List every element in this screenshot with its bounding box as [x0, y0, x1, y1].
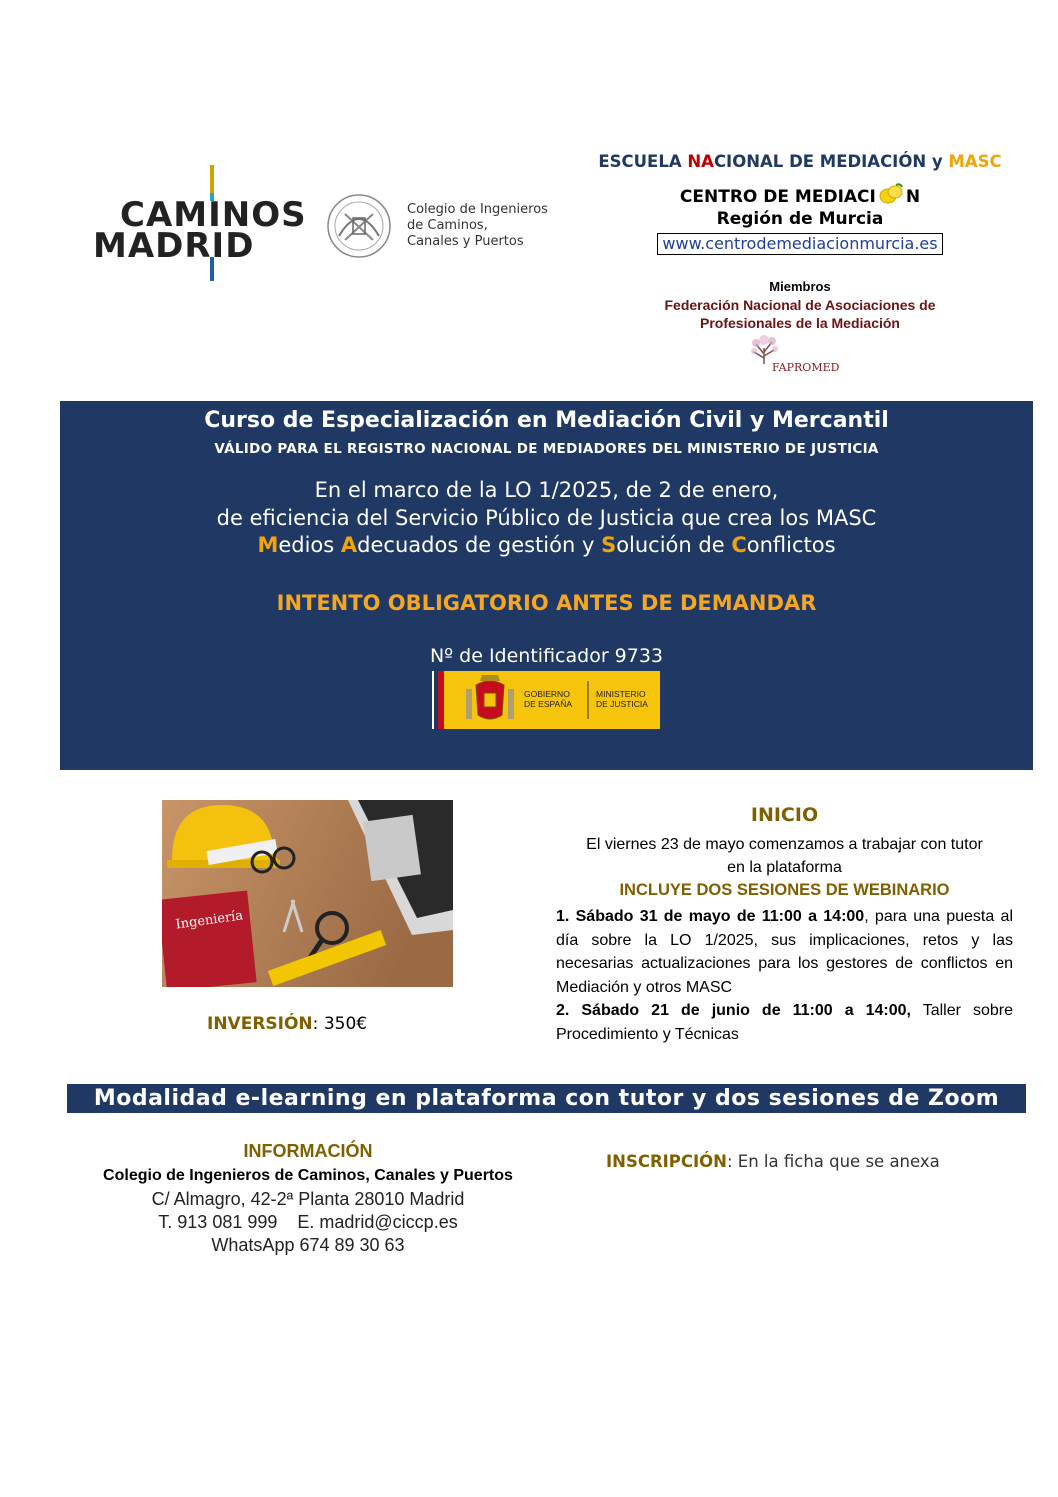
fapromed-text: FAPROMED — [772, 361, 840, 374]
inversion — [207, 1014, 367, 1034]
masc-acronym — [60, 533, 1033, 557]
informacion-org: Colegio de Ingenieros de Caminos, Canales y Puertos — [103, 1167, 513, 1184]
gobierno-logo — [432, 671, 660, 729]
inversion-sep: : — [312, 1014, 324, 1034]
escuela-part: ESCUELA — [598, 152, 688, 171]
gobierno-text-1: GOBIERNO — [524, 689, 570, 699]
colegio-seal-icon — [325, 192, 393, 260]
session-1-text: , para una puesta al día sobre la LO 1/2025, sus implicaciones, retos y las necesarias actualizaciones para los gestores de conflictos en Mediación y otros MASC — [556, 908, 1013, 996]
escuela-part: y — [931, 152, 949, 171]
miembros-label: Miembros — [769, 279, 831, 294]
session-2-date: 2. Sábado 21 de junio de 11:00 a 14:00, — [556, 1002, 911, 1019]
gobierno-text-2: DE ESPAÑA — [524, 699, 573, 709]
engineering-photo — [162, 800, 453, 987]
federacion-line-1: Federación Nacional de Asociaciones de — [664, 297, 936, 313]
masc-initial: S — [601, 533, 617, 557]
ministerio-text-1: MINISTERIO — [596, 689, 646, 699]
session-1 — [556, 905, 1013, 999]
escuela-heading — [560, 152, 1040, 171]
inscripcion-label: INSCRIPCIÓN — [606, 1152, 727, 1171]
inicio-title: INICIO — [750, 804, 819, 826]
federacion-line-2: Profesionales de la Mediación — [700, 315, 900, 331]
book-title: Ingeniería — [174, 908, 245, 933]
federacion-name — [620, 296, 980, 332]
centro-mediacion-heading — [620, 183, 980, 207]
escuela-part: CIONAL DE MEDIACIÓN — [713, 152, 932, 171]
escuela-part: MASC — [948, 152, 1002, 171]
masc-word: onflictos — [746, 533, 836, 557]
escuela-part: NA — [687, 152, 714, 171]
inicio-text — [556, 833, 1013, 879]
modalidad-banner: Modalidad e-learning en plataforma con tutor y dos sesiones de Zoom — [67, 1084, 1026, 1113]
informacion-whatsapp: WhatsApp 674 89 30 63 — [211, 1235, 405, 1255]
masc-initial: A — [340, 533, 358, 557]
caminos-madrid-logo — [90, 165, 305, 285]
masc-word: olución de — [616, 533, 732, 557]
lemon-icon — [878, 183, 904, 205]
inversion-value: 350€ — [323, 1014, 368, 1034]
warning-text: INTENTO OBLIGATORIO ANTES DE DEMANDAR — [276, 591, 817, 615]
session-2 — [556, 999, 1013, 1046]
webinar-title: INCLUYE DOS SESIONES DE WEBINARIO — [619, 881, 950, 899]
informacion-address: C/ Almagro, 42-2ª Planta 28010 Madrid — [151, 1189, 465, 1209]
banner-line-2: de eficiencia del Servicio Público de Justicia que crea los MASC — [216, 506, 877, 530]
centro-text: N — [905, 187, 921, 207]
colegio-line-2: de Caminos, — [407, 218, 488, 233]
course-title: Curso de Especialización en Mediación Civil y Mercantil — [204, 408, 889, 433]
inversion-label: INVERSIÓN — [207, 1014, 313, 1034]
masc-initial: C — [731, 533, 747, 557]
ministerio-text-2: DE JUSTICIA — [596, 699, 648, 709]
colegio-line-1: Colegio de Ingenieros — [407, 202, 548, 217]
informacion-contact: T. 913 081 999 E. madrid@ciccp.es — [158, 1212, 458, 1232]
banner-line-1: En el marco de la LO 1/2025, de 2 de enero, — [314, 478, 779, 502]
course-subtitle: VÁLIDO PARA EL REGISTRO NACIONAL DE MEDIADORES DEL MINISTERIO DE JUSTICIA — [214, 441, 879, 457]
fapromed-logo — [742, 334, 862, 380]
inscripcion-sep: : — [726, 1152, 738, 1171]
centro-text: CENTRO DE MEDIACI — [679, 187, 876, 207]
course-banner — [60, 401, 1033, 770]
session-2-text: Taller sobre Procedimiento y Técnicas — [556, 1002, 1013, 1043]
website-link[interactable]: www.centrodemediacionmurcia.es — [657, 233, 943, 255]
masc-word: decuados de gestión y — [357, 533, 602, 557]
region-label: Región de Murcia — [716, 209, 884, 229]
session-1-date: 1. Sábado 31 de mayo de 11:00 a 14:00 — [556, 908, 865, 925]
informacion-title: INFORMACIÓN — [243, 1141, 373, 1161]
inscripcion — [606, 1152, 940, 1171]
caminos-word: CAMINOS — [120, 195, 307, 235]
masc-initial: M — [257, 533, 279, 557]
inicio-line-2: en la plataforma — [727, 859, 842, 876]
inscripcion-value: En la ficha que se anexa — [737, 1152, 940, 1171]
madrid-word: MADRID — [93, 226, 255, 266]
colegio-line-3: Canales y Puertos — [407, 234, 524, 249]
colegio-name — [407, 202, 577, 250]
webinar-sessions — [556, 905, 1013, 1046]
masc-word: edios — [278, 533, 341, 557]
inicio-line-1: El viernes 23 de mayo comenzamos a trabajar con tutor — [586, 836, 983, 853]
identificador: Nº de Identificador 9733 — [429, 645, 664, 667]
